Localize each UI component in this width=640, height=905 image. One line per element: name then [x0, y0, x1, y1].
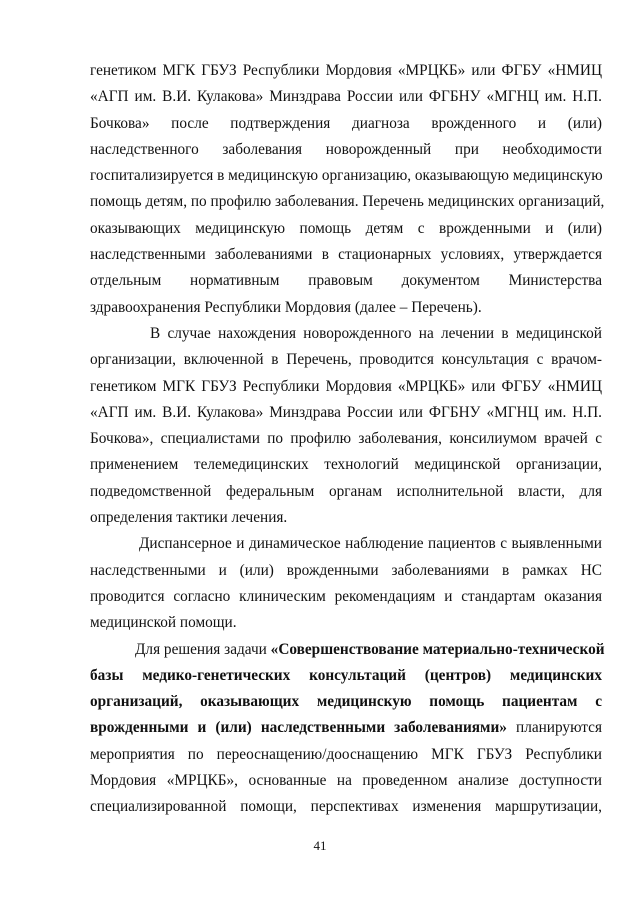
- text-line: проводится согласно клиническим рекомендациям и стандартам оказания: [90, 587, 602, 605]
- text-line: определения тактики лечения.: [90, 509, 288, 527]
- body-text: [90, 58, 605, 821]
- task-title-bold: «Совершенствование материально-технической: [270, 640, 605, 658]
- text-line: наследственными заболеваниями в стационарных условиях, утверждается: [90, 246, 602, 264]
- text-line: Бочкова» после подтверждения диагноза врожденного и (или): [90, 114, 602, 132]
- text-line: медицинской помощи.: [90, 614, 237, 632]
- intro-text: Для решения задачи: [135, 640, 271, 658]
- text-line: отдельным нормативным правовым документом Министерства: [90, 272, 602, 290]
- text-line: оказывающих медицинскую помощь детям с врожденными и (или): [90, 219, 602, 237]
- text-line: подведомственной федеральным органам исполнительной власти, для: [90, 482, 602, 500]
- text-line: Мордовия «МРЦКБ», основанные на проведенном анализе доступности: [90, 772, 602, 790]
- text-line: применением телемедицинских технологий медицинской организации,: [90, 456, 602, 474]
- task-title-bold: базы медико-генетических консультаций (центров) медицинских: [90, 666, 602, 684]
- text-line: наследственного заболевания новорожденный при необходимости: [90, 140, 602, 158]
- paragraph-4: [90, 637, 605, 821]
- text-line: [90, 663, 602, 689]
- text-line: организации, включенной в Перечень, проводится консультация с врачом-: [90, 351, 602, 369]
- task-title-bold: врожденными и (или) наследственными заболеваниями»: [90, 719, 507, 737]
- task-title-bold: организаций, оказывающих медицинскую помощь пациентам с: [90, 693, 602, 711]
- text-line: специализированной помощи, перспективах изменения маршрутизации,: [90, 798, 602, 816]
- page-number: 41: [313, 838, 327, 853]
- text-line: [90, 637, 605, 663]
- text-line: наследственными и (или) врожденными заболеваниями в рамках НС: [90, 561, 602, 579]
- text-line: госпитализируется в медицинскую организацию, оказывающую медицинскую: [90, 167, 603, 185]
- text-line: помощь детям, по профилю заболевания. Перечень медицинских организаций,: [90, 193, 605, 211]
- text-line: генетиком МГК ГБУЗ Республики Мордовия «МРЦКБ» или ФГБУ «НМИЦ: [90, 62, 602, 79]
- paragraph-2: [90, 321, 602, 531]
- text-line: В случае нахождения новорожденного на лечении в медицинской: [150, 324, 602, 342]
- after-bold-text: планируются: [506, 719, 603, 737]
- text-line: генетиком МГК ГБУЗ Республики Мордовия «МРЦКБ» или ФГБУ «НМИЦ: [90, 377, 602, 395]
- text-line: «АГП им. В.И. Кулакова» Минздрава России или ФГБНУ «МГНЦ им. Н.П.: [90, 88, 602, 106]
- text-line: Бочкова», специалистами по профилю заболевания, консилиумом врачей с: [90, 430, 602, 448]
- text-line: Диспансерное и динамическое наблюдение пациентов с выявленными: [139, 535, 602, 553]
- text-line: мероприятия по переоснащению/дооснащению МГК ГБУЗ Республики: [90, 745, 602, 763]
- paragraph-3: [90, 531, 602, 636]
- text-line: «АГП им. В.И. Кулакова» Минздрава России или ФГБНУ «МГНЦ им. Н.П.: [90, 403, 602, 421]
- text-line: [90, 715, 602, 741]
- text-line: [90, 689, 602, 715]
- text-line: здравоохранения Республики Мордовия (далее – Перечень).: [90, 298, 482, 316]
- paragraph-1: [90, 58, 605, 321]
